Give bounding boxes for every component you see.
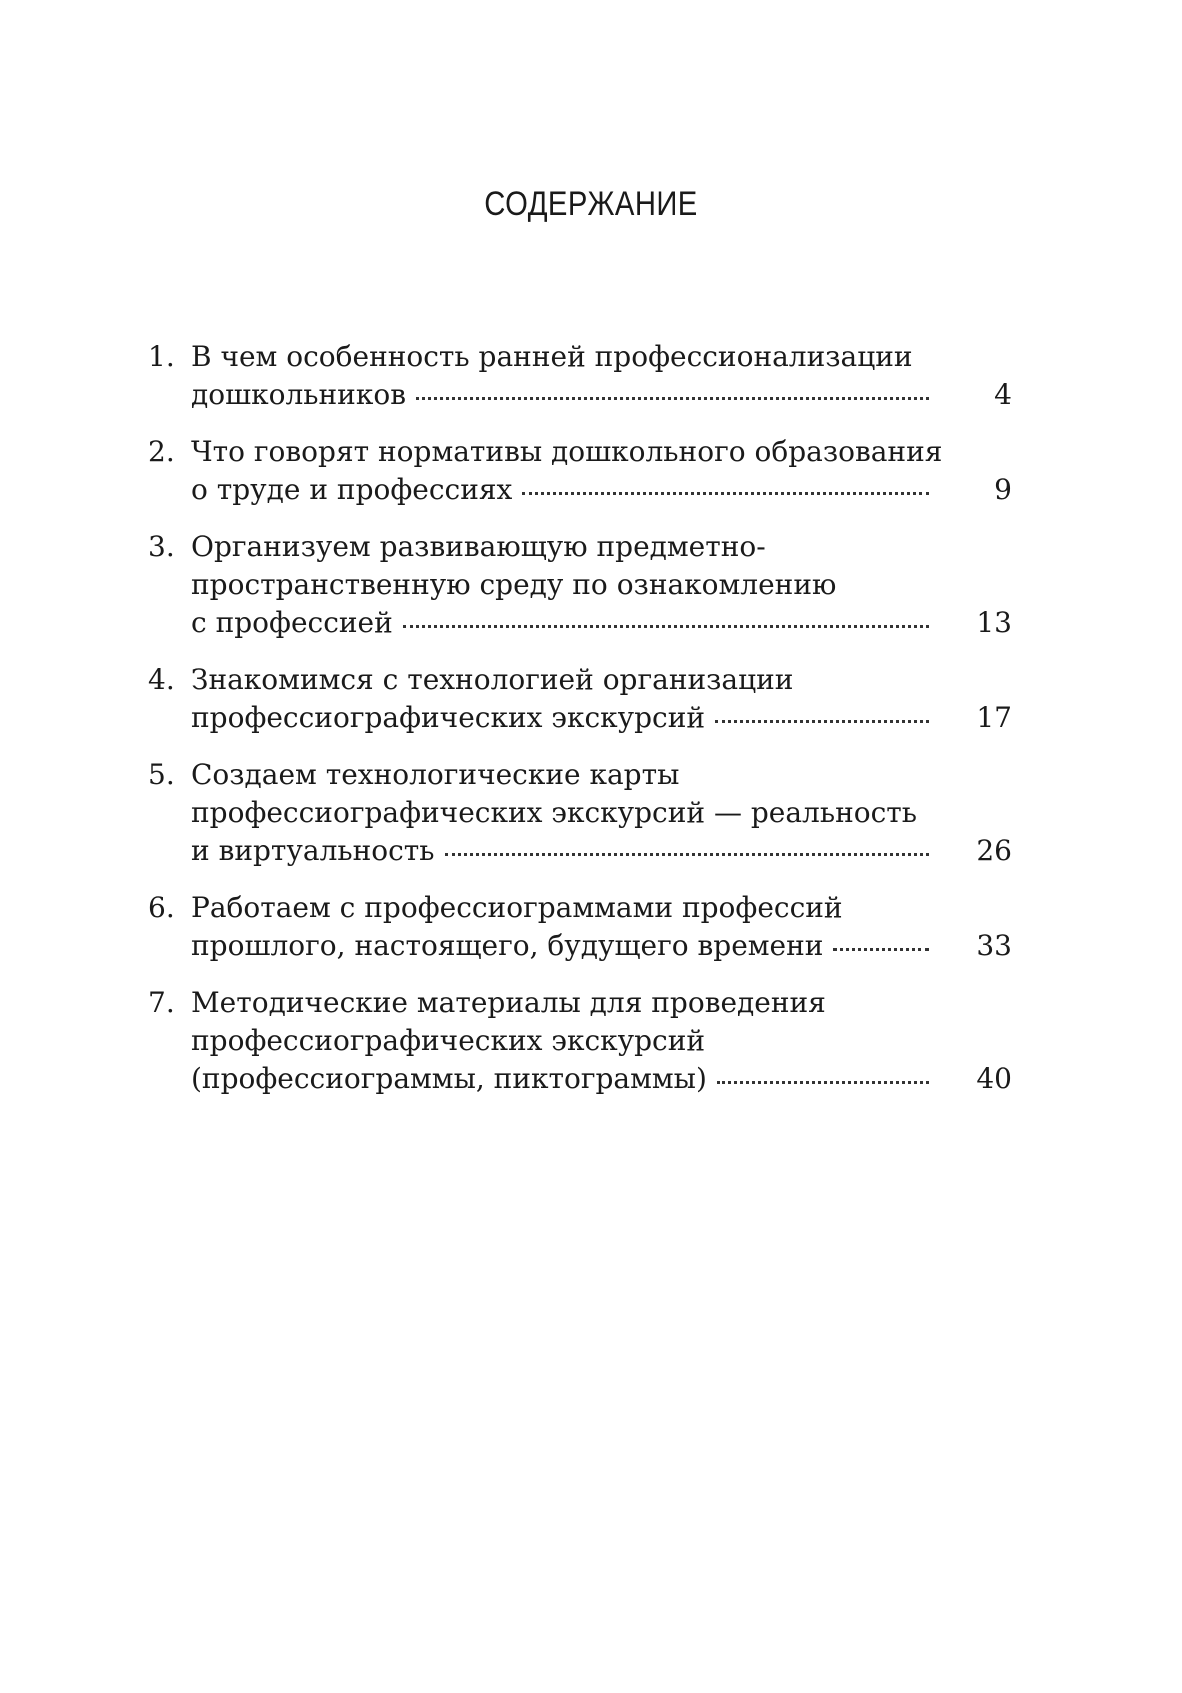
page-title: СОДЕРЖАНИЕ <box>484 185 698 223</box>
toc-entry-text: Методические материалы для проведения <box>191 986 826 1019</box>
toc-entry-2[interactable] <box>0 433 1182 509</box>
toc-entry-line <box>0 756 1182 794</box>
dot-leader <box>715 698 929 723</box>
toc-entry-line <box>0 1060 1182 1098</box>
toc-entry-line <box>0 794 1182 832</box>
toc-entry-text: с профессией <box>191 606 393 639</box>
dot-leader <box>445 831 929 856</box>
toc-entry-line <box>0 528 1182 566</box>
toc-entry-text-wrap <box>191 699 929 737</box>
toc-entry-line <box>0 376 1182 414</box>
toc-entry-6[interactable] <box>0 889 1182 965</box>
toc-entry-line <box>0 927 1182 965</box>
toc-entry-line <box>0 889 1182 927</box>
toc-entry-1[interactable] <box>0 338 1182 414</box>
toc-entry-number: 2. <box>148 435 175 468</box>
dot-leader <box>833 926 929 951</box>
toc-entry-text: профессиографических экскурсий — реальность <box>191 796 918 829</box>
dot-leader <box>403 603 929 628</box>
dot-leader <box>522 470 929 495</box>
toc-entry-line <box>0 984 1182 1022</box>
toc-entry-text: Организуем развивающую предметно- <box>191 530 766 563</box>
toc-page-number: 40 <box>976 1062 1012 1095</box>
toc-entry-number: 3. <box>148 530 175 563</box>
toc-entry-text: пространственную среду по ознакомлению <box>191 568 837 601</box>
toc-entry-text: и виртуальность <box>191 834 435 867</box>
toc-entry-text: прошлого, настоящего, будущего времени <box>191 929 824 962</box>
toc-entry-7[interactable] <box>0 984 1182 1098</box>
toc-entry-5[interactable] <box>0 756 1182 870</box>
toc-entry-number: 5. <box>148 758 175 791</box>
toc-entry-text: В чем особенность ранней профессионализации <box>191 340 913 373</box>
toc-entry-text-wrap <box>191 376 929 414</box>
toc-entry-4[interactable] <box>0 661 1182 737</box>
dot-leader <box>717 1059 929 1084</box>
toc-entry-text: Что говорят нормативы дошкольного образования <box>191 435 943 468</box>
toc-entry-line <box>0 604 1182 642</box>
toc-page-number: 9 <box>994 473 1012 506</box>
toc-entry-text: дошкольников <box>191 378 406 411</box>
toc-entry-text-wrap <box>191 927 929 965</box>
toc-entry-line <box>0 566 1182 604</box>
dot-leader <box>416 375 929 400</box>
toc-entry-text: Создаем технологические карты <box>191 758 680 791</box>
toc-entry-text-wrap <box>191 604 929 642</box>
toc-entry-line <box>0 699 1182 737</box>
toc-entry-text: профессиографических экскурсий <box>191 1024 706 1057</box>
table-of-contents <box>0 338 1182 1117</box>
toc-entry-text: Знакомимся с технологией организации <box>191 663 794 696</box>
toc-page-number: 13 <box>976 606 1012 639</box>
toc-entry-line <box>0 661 1182 699</box>
toc-entry-text-wrap <box>191 1060 929 1098</box>
toc-entry-number: 1. <box>148 340 175 373</box>
toc-entry-line <box>0 338 1182 376</box>
toc-entry-number: 7. <box>148 986 175 1019</box>
toc-entry-line <box>0 471 1182 509</box>
toc-entry-text: о труде и профессиях <box>191 473 513 506</box>
toc-entry-number: 6. <box>148 891 175 924</box>
toc-entry-line <box>0 433 1182 471</box>
toc-entry-line <box>0 832 1182 870</box>
toc-entry-text-wrap <box>191 471 929 509</box>
toc-entry-text: профессиографических экскурсий <box>191 701 706 734</box>
toc-entry-text-wrap <box>191 832 929 870</box>
toc-page-number: 33 <box>976 929 1012 962</box>
toc-page-number: 26 <box>976 834 1012 867</box>
toc-entry-text: Работаем с профессиограммами профессий <box>191 891 843 924</box>
toc-entry-number: 4. <box>148 663 175 696</box>
toc-entry-line <box>0 1022 1182 1060</box>
toc-page-number: 4 <box>994 378 1012 411</box>
toc-entry-text: (профессиограммы, пиктограммы) <box>191 1062 707 1095</box>
toc-entry-3[interactable] <box>0 528 1182 642</box>
toc-page-number: 17 <box>976 701 1012 734</box>
